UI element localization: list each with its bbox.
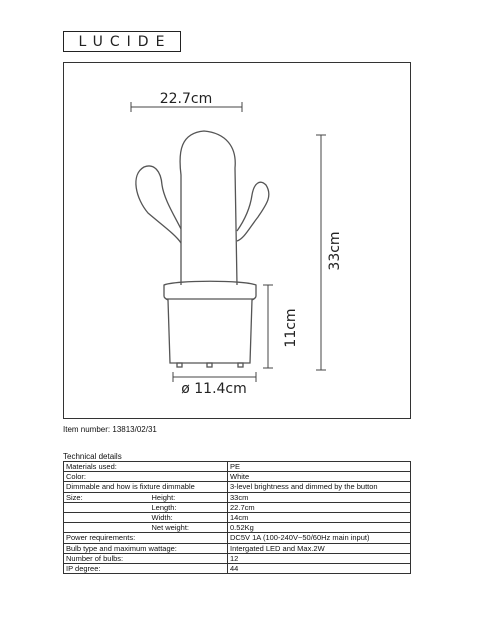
table-row bbox=[64, 482, 411, 492]
spec-value: White bbox=[228, 472, 411, 482]
spec-value: 12 bbox=[228, 553, 411, 563]
spec-label: Color: bbox=[64, 472, 228, 482]
width-label: 22.7cm bbox=[159, 91, 213, 107]
height-label: 33cm bbox=[327, 231, 343, 271]
spec-label: Number of bulbs: bbox=[64, 553, 228, 563]
spec-value: DC5V 1A (100-240V~50/60Hz main input) bbox=[228, 533, 411, 543]
item-number-label: Item number: bbox=[63, 425, 111, 434]
brand-logo bbox=[63, 31, 181, 52]
table-row bbox=[64, 553, 411, 563]
spec-value: PE bbox=[228, 462, 411, 472]
table-row bbox=[64, 462, 411, 472]
spec-label: IP degree: bbox=[64, 563, 228, 573]
table-row bbox=[64, 502, 411, 512]
spec-label: Power requirements: bbox=[64, 533, 228, 543]
technical-details-title: Technical details bbox=[63, 452, 122, 461]
spec-label bbox=[64, 523, 150, 533]
table-row bbox=[64, 523, 411, 533]
spec-sublabel: Height: bbox=[150, 492, 228, 502]
spec-value: Intergated LED and Max.2W bbox=[228, 543, 411, 553]
spec-value: 14cm bbox=[228, 512, 411, 522]
table-row bbox=[64, 492, 411, 502]
spec-label bbox=[64, 502, 150, 512]
cactus-lamp-drawing bbox=[64, 63, 410, 418]
spec-value: 33cm bbox=[228, 492, 411, 502]
cactus-illustration bbox=[136, 131, 269, 367]
spec-sublabel: Length: bbox=[150, 502, 228, 512]
table-row bbox=[64, 563, 411, 573]
spec-sublabel: Width: bbox=[150, 512, 228, 522]
spec-value: 22.7cm bbox=[228, 502, 411, 512]
table-row bbox=[64, 472, 411, 482]
table-row bbox=[64, 533, 411, 543]
pot-height-dimension bbox=[263, 285, 299, 368]
technical-details-table bbox=[63, 461, 411, 574]
item-number-value: 13813/02/31 bbox=[112, 425, 157, 434]
width-dimension bbox=[131, 91, 242, 112]
diameter-label: ø 11.4cm bbox=[181, 381, 247, 397]
spec-value: 3-level brightness and dimmed by the button bbox=[228, 482, 411, 492]
spec-label: Bulb type and maximum wattage: bbox=[64, 543, 228, 553]
spec-value: 0.52Kg bbox=[228, 523, 411, 533]
diameter-dimension bbox=[173, 372, 256, 397]
height-dimension bbox=[316, 135, 343, 370]
item-number-line bbox=[63, 425, 157, 434]
spec-value: 44 bbox=[228, 563, 411, 573]
spec-label: Size: bbox=[64, 492, 150, 502]
table-row bbox=[64, 512, 411, 522]
spec-label bbox=[64, 512, 150, 522]
spec-sublabel: Net weight: bbox=[150, 523, 228, 533]
table-row bbox=[64, 543, 411, 553]
spec-label: Materials used: bbox=[64, 462, 228, 472]
brand-logo-text: LUCIDE bbox=[78, 33, 172, 50]
product-drawing-frame bbox=[63, 62, 411, 419]
pot-height-label: 11cm bbox=[283, 308, 299, 348]
spec-label: Dimmable and how is fixture dimmable bbox=[64, 482, 228, 492]
